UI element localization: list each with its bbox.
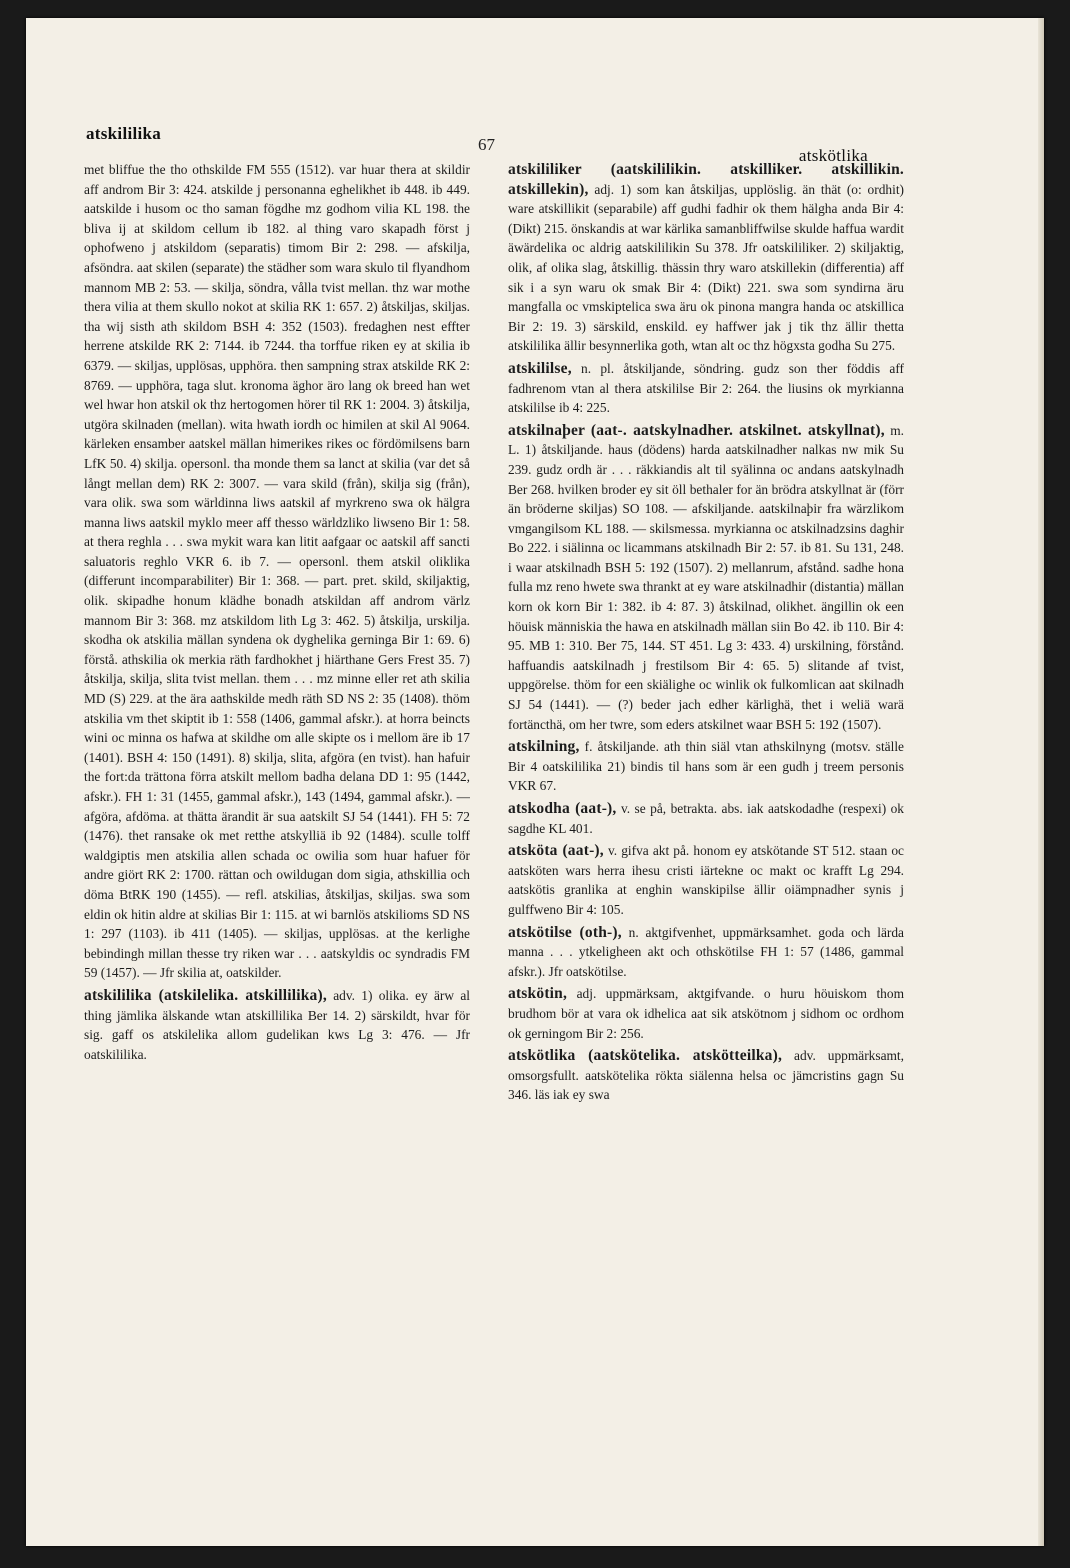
dictionary-entry — [508, 799, 904, 838]
entry-body: n. pl. åtskiljande, söndring. gudz son ther föddis aff fadhrenom vtan al thera atskililse Bir 2: 264. the liusins ok myrkianna atskililse ib 4: 225. — [508, 360, 904, 416]
headword: atskililiker (aatskililikin. atskilliker. atskillikin. atskillekin), — [508, 161, 904, 198]
right-running-head: atskötlika — [798, 146, 868, 165]
entry-body: adv. 1) olika. ey ärw al thing jämlika älskande wtan atskillilika Ber 14. 2) särskildt, hvar för sig. gaff os atskilelika allom gudelikan kws Lg 3: 476. — Jfr oatskililika. — [84, 987, 470, 1062]
entry-body: adj. 1) som kan åtskiljas, upplöslig. än thät (o: ordhit) ware atskillikit (separabile) aff gudhi fadhir ok them hälgha anda Bir 4: (Dikt) 215. önskandis at war kärlika samanbliffwilse skulde haffua wardit äwärdelika oc aldrig aatskililikin Su 378. Jfr oatskililiker. 2) skiljaktig, olik, af olika slag, åtskillig. thässin thry waro atskillekin (differentia) aff sik i a syn waru ok smak Bir 4: (Dikt) 221. swa som syndirna äru mangfalla oc vmskiptelica swa äru ok pinona mangra handa oc atskillica Bir 2: 19. 3) särskild, enskild. ey haffwer jak j tik thz ällir thetta atskililika ällir besynnerlika goth, wtan alt oc thz högxsta godha Su 275. — [508, 181, 904, 354]
entry-body: n. aktgifvenhet, uppmärksamhet. goda och lärda manna . . . ytkeligheen akt och othskötilse FH 1: 57 (1486, gammal afskr.). Jfr oatskötilse. — [508, 924, 904, 979]
page-number: 67 — [478, 135, 495, 154]
left-column — [84, 160, 470, 1528]
dictionary-entry — [508, 737, 904, 796]
left-running-head: atskililika — [86, 124, 162, 143]
page-edge-shadow — [1038, 18, 1044, 1546]
right-column — [508, 160, 904, 1528]
entry-body: v. gifva akt på. honom ey atskötande ST 512. staan oc aatsköten wars herra ihesu cristi iärtekne oc makt oc krafft Lg 294. aatskötis granlika at enghin wanskipilse ällir oiämpnadher synis j gulffweno Bir 4: 105. — [508, 843, 904, 917]
dictionary-entry — [508, 841, 904, 919]
dictionary-entry — [508, 923, 904, 982]
headword: atskötlika (aatskötelika. atskötteilka), — [508, 1047, 783, 1065]
entry-continuation — [84, 160, 470, 983]
dictionary-entry — [84, 986, 470, 1064]
entry-body: adj. uppmärksam, aktgifvande. o huru höuiskom thom brudhom bör at vara ok idhelica aat sik atskötnom j sidhom oc ordhom ok gerningom Bir 2: 256. — [508, 986, 904, 1041]
entry-body: m. L. 1) åtskiljande. haus (dödens) harda aatskilnadher nalkas nw mik Su 239. gudz ordh är . . . räkkiandis alt til syälinna oc andans aatskylnadh Ber 268. hvilken broder ey sit öll bethaler for än brödra atskyllnat är (förr än bröderne skiljas) SO 108. — afskiljande. aatskilnaþir fra wärzlikom vmgangilsom KL 188. — skilsmessa. myrkianna oc atskilnadzsins daghir Bo 222. i siälinna oc licammans atskilnadh Bir 2: 57. ib 81. Su 131, 248. i waar atskilnadh BSH 5: 192 (1507). 2) mellanrum, afstånd. sadhe hona fulla mz reno hwete swa thrankt at ey ware atskilnadhir (distantia) mällan korn ok korn Bir 1: 382. ib 4: 87. 3) åtskilnad, olikhet. ängillin ok een höuisk människia the hawa en atskilnadh mällan siin Bo 42. ib 110. Bir 4: 95. MB 1: 310. Ber 75, 144. ST 451. Lg 3: 433. 4) urskilning, förstånd. haffuandis aatskilnadh j frestilsom Bir 4: 65. 5) slitande af tvist, uppgörelse. thöm for een skiälighe oc winlik ok fulkomlican aat skilnadh SJ 54 (1441). — (?) beder jach edher kärlighä, thet i weliä warä fortäncthä, om her twre, som eders atskilnet waar BSH 5: 192 (1507). — [508, 422, 904, 732]
dictionary-entry — [508, 421, 904, 735]
headword: atskililse, — [508, 359, 572, 377]
dictionary-entry — [508, 160, 904, 356]
headword: atskilning, — [508, 738, 580, 756]
entry-body: v. se på, betrakta. abs. iak aatskodadhe (respexi) ok sagdhe KL 401. — [508, 801, 904, 836]
headword: atsköta (aat-), — [508, 842, 604, 860]
headword: atskodha (aat-), — [508, 800, 617, 817]
headword: atskilnaþer (aat-. aatskylnadher. atskilnet. atskyllnat), — [508, 421, 885, 439]
headword: atskililika (atskilelika. atskillilika), — [84, 986, 327, 1004]
headword: atskötilse (oth-), — [508, 923, 622, 941]
entry-body: f. åtskiljande. ath thin siäl vtan athskilnyng (motsv. ställe Bir 4 oatskililika 21) bindis til hans som är een gudh j treem personis VKR 67. — [508, 739, 904, 794]
headword: atskötin, — [508, 985, 568, 1003]
dictionary-page — [26, 18, 1044, 1546]
entry-body: adv. uppmärksamt, omsorgsfullt. aatskötelika rökta siälenna helsa oc jämcristins gagn Su 346. läs iak ey swa — [508, 1048, 904, 1103]
dictionary-entry — [508, 1046, 904, 1105]
entry-body: met bliffue the tho othskilde FM 555 (1512). var huar thera at skildir aff androm Bir 3: 424. atskilde j personanna eghelikhet ib 448. ib 449. aatskilde i husom oc tho saman fögdhe mz godhom vilia KL 198. the bliva ij at skildom cellum ib 182. al thing varo skapadh först j ophofweno j atskildom (separatis) timom Bir 2: 298. — afskilja, afsöndra. aat skilen (separate) the städher som wara skulo til flyandhom mannom MB 2: 53. — skilja, söndra, vålla tvist mellan. thz war mothe thera vilia at them skullo nokot at skilia RK 1: 657. 2) åtskiljas, skiljas. tha wij sisth ath skildom BSH 4: 352 (1503). fredaghen nest effter herrene atskilde RK 2: 7144. ib 7244. tha torffue riken ey at skilia ib 6379. — skiljas, upplösas, upphöra. then sampning strax atskilde RK 2: 8769. — upphöra, taga slut. kronoma äghor äro lang ok breed han wet wel hwar hon atskil ok thz hertogomen hörer til RK 1: 2004. 3) åtskilja, utgöra skilnaden (mellan). wita hwath iordh oc himilen at skil Al 9064. kärleken ensamber aatskel mällan himerikes rikes oc fördömilsens barn LfK 50. 4) skilja. opersonl. tha monde them sa lanct at skilia (var det så långt mellan dem) RK 2: 3007. — vara skild (från), skilja sig (från), vara olik. swa som wärldinna liws aatskil af myrkreno swa ok hälgra manna liws aatskil myklo meer aff thesso wärldzliko liwseno Bir 1: 58. at thera reghla . . . swa mykit wara kan litit aafgaar oc aatskil aff sancti saluatoris reghlo VKR 6. ib 7. — opersonl. them atskil oliklika (differunt incomparabiliter) Bir 1: 368. — part. pret. skild, skiljaktig, olik. skipadhe honum klädhe bonadh atskildan aff androm värlz mannom Bir 3: 368. mz atskildom lith Lg 3: 462. 5) åtskilja, urskilja. skodha ok atskilia mällan syndena ok dyghelika gerninga Bir 1: 69. 6) förstå. athskilia ok merkia räth fardhokhet j hiärthane Gers Frest 35. 7) åtskilja, skilja, slita tvist mellan. them . . . mz minne eller ret ath skilia MD (S) 229. at the ära aathskilde medh räth SD NS 2: 35 (1408). thöm atskilia vm thet skiptit ib 1: 558 (1406, gammal afskr.). at horra beincts wini oc minna os hafwa at skildhe om alle skipte os i mellom äre ib 17 (1401). BSH 4: 150 (1491). 8) skilja, slita, afgöra (en tvist). han hafuir the fort:da trättona förra atskilt mellom badha delana DD 1: 95 (1442, afskr.). FH 1: 31 (1455, gammal afskr.), 143 (1494, gammal afskr.). — afgöra, afdöma. at thätta ärandit är sua aatskilt SJ 54 (1441). FH 5: 72 (1476). thet ransake ok met retthe atskylliä ib 92 (1484). sculle tolff waldgiptis men atskilia allen schada oc owilia som huar hafuer för andre giört RK 2: 1700. rättan och owildugan dom sigia, athskillia och döma BtRK 190 (1455). — refl. atskilias, åtskiljas, skiljas. swa som eldin ok hitin aldre at skilias Bir 1: 115. at wi barnlös atskilioms SD NS 1: 297 (1103). ib 411 (1405). — skiljas, upplösas. at the kerlighe bebindingh millan thesse try riken war . . . aatskyldis oc syndradis FM 59 (1457). — Jfr skilia at, oatskilder. — [84, 162, 470, 981]
dictionary-entry — [508, 984, 904, 1043]
dictionary-entry — [508, 359, 904, 418]
